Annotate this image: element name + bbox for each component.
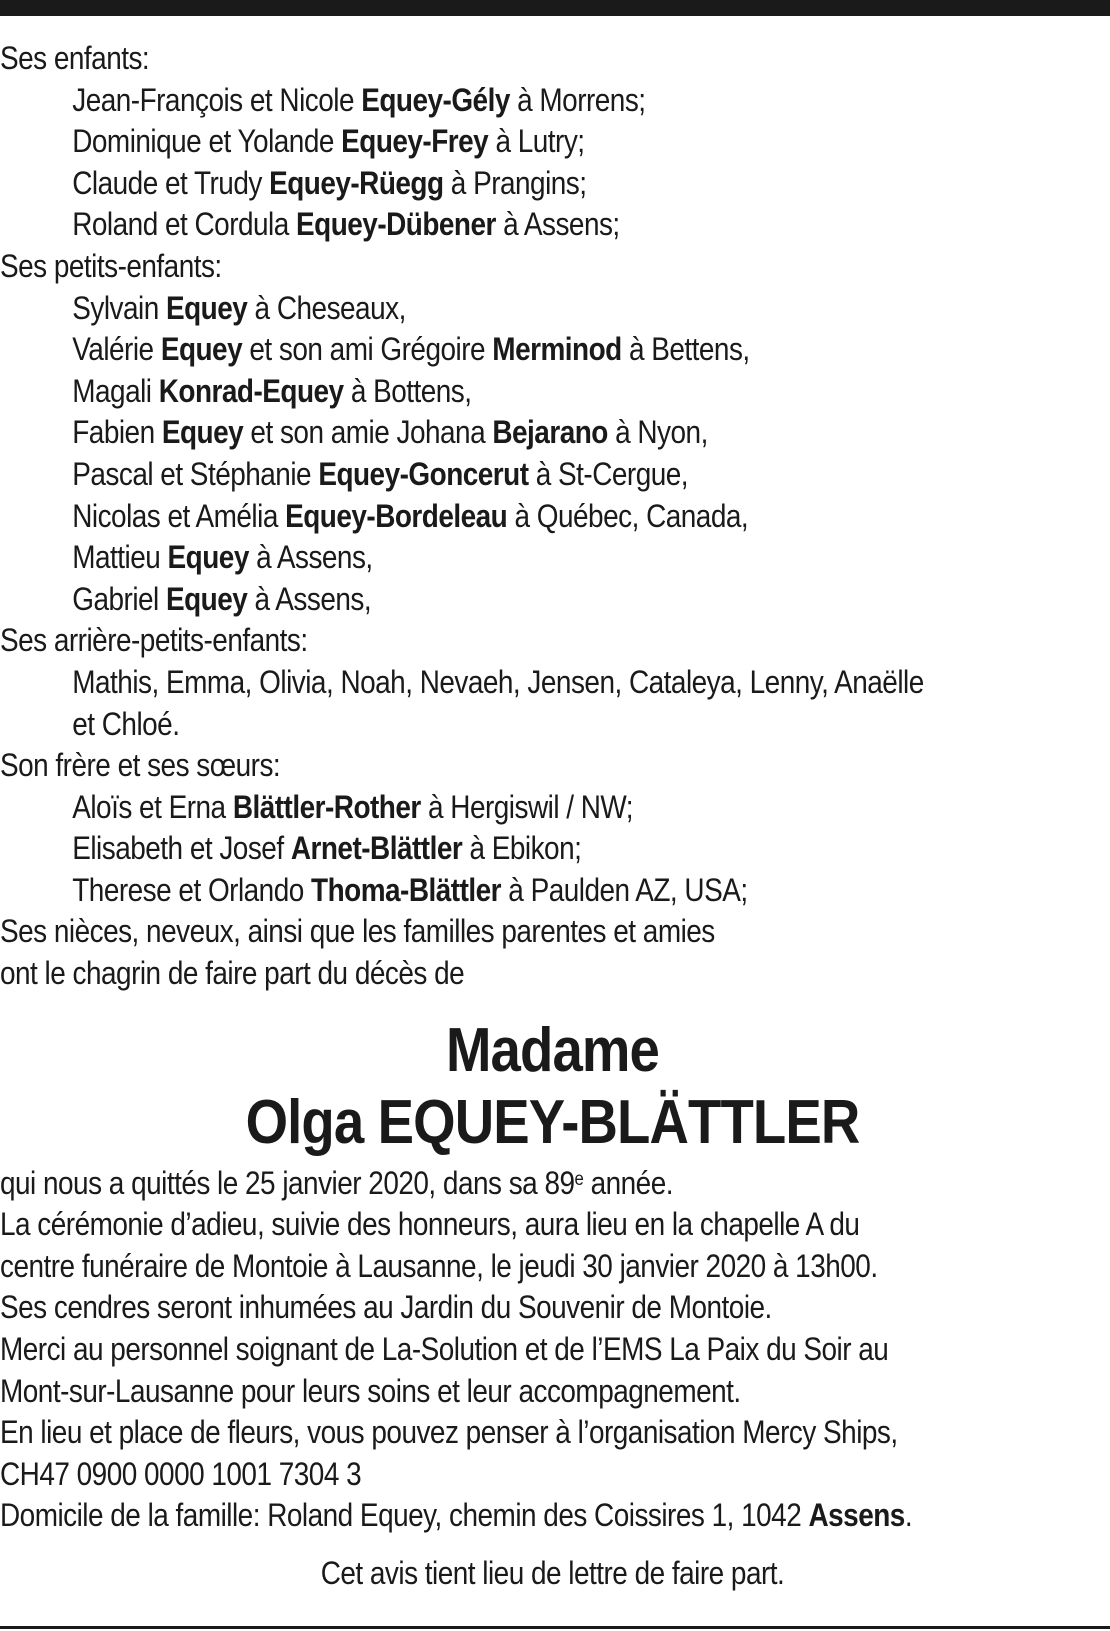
obituary-notice xyxy=(0,38,1105,1595)
child-line: Roland et Cordula Equey-Dübener à Assens; xyxy=(72,206,620,243)
grandchild-line: Mattieu Equey à Assens, xyxy=(72,539,373,576)
heading-great-grandchildren: Ses arrière-petits-enfants: xyxy=(0,622,308,659)
grandchild-line: Valérie Equey et son ami Grégoire Merminod à Bettens, xyxy=(72,331,750,368)
deceased-name: Olga EQUEY-BLÄTTLER xyxy=(245,1087,860,1157)
sibling-line: Elisabeth et Josef Arnet-Blättler à Ebikon; xyxy=(72,830,582,867)
bottom-rule xyxy=(0,1626,1110,1629)
heading-grandchildren: Ses petits-enfants: xyxy=(0,247,222,284)
top-rule xyxy=(0,0,1110,16)
child-line: Claude et Trudy Equey-Rüegg à Prangins; xyxy=(72,164,587,201)
grandchild-line: Fabien Equey et son amie Johana Bejarano à Nyon, xyxy=(72,414,708,451)
sibling-line: Therese et Orlando Thoma-Blättler à Paulden AZ, USA; xyxy=(72,871,748,908)
closing-line: Cet avis tient lieu de lettre de faire part. xyxy=(320,1555,785,1591)
grandchild-line: Magali Konrad-Equey à Bottens, xyxy=(72,372,472,409)
sibling-line: Aloïs et Erna Blättler-Rother à Hergiswil / NW; xyxy=(72,788,634,825)
grandchild-line: Nicolas et Amélia Equey-Bordeleau à Québec, Canada, xyxy=(72,497,749,534)
child-line: Dominique et Yolande Equey-Frey à Lutry; xyxy=(72,123,585,160)
iban-line: CH47 0900 0000 1001 7304 3 xyxy=(0,1455,362,1492)
great-grandchildren-line: Mathis, Emma, Olivia, Noah, Nevaeh, Jensen, Cataleya, Lenny, Anaëlle xyxy=(72,663,924,700)
thanks-line: Merci au personnel soignant de La-Solution et de l’EMS La Paix du Soir au xyxy=(0,1331,889,1368)
grandchild-line: Gabriel Equey à Assens, xyxy=(72,580,372,617)
great-grandchildren-line: et Chloé. xyxy=(72,705,180,742)
grandchild-line: Sylvain Equey à Cheseaux, xyxy=(72,289,406,326)
thanks-line: Mont-sur-Lausanne pour leurs soins et leur accompagnement. xyxy=(0,1372,741,1409)
ceremony-line: La cérémonie d’adieu, suivie des honneurs, aura lieu en la chapelle A du xyxy=(0,1206,860,1243)
child-line: Jean-François et Nicole Equey-Gély à Morrens; xyxy=(72,81,646,118)
heading-children: Ses enfants: xyxy=(0,40,150,76)
ceremony-line: centre funéraire de Montoie à Lausanne, le jeudi 30 janvier 2020 à 13h00. xyxy=(0,1247,878,1284)
grandchild-line: Pascal et Stéphanie Equey-Goncerut à St-Cergue, xyxy=(72,455,689,492)
family-address-line: Domicile de la famille: Roland Equey, chemin des Coissires 1, 1042 Assens. xyxy=(0,1497,913,1534)
ashes-line: Ses cendres seront inhumées au Jardin du Souvenir de Montoie. xyxy=(0,1289,772,1326)
announcement-line: ont le chagrin de faire part du décès de xyxy=(0,955,465,992)
death-date-line: qui nous a quittés le 25 janvier 2020, dans sa 89e année. xyxy=(0,1164,673,1201)
deceased-name-block xyxy=(0,1015,1105,1159)
donation-line: En lieu et place de fleurs, vous pouvez penser à l’organisation Mercy Ships, xyxy=(0,1414,898,1451)
heading-siblings: Son frère et ses sœurs: xyxy=(0,747,281,784)
extended-family-line: Ses nièces, neveux, ainsi que les familles parentes et amies xyxy=(0,913,715,950)
deceased-title: Madame xyxy=(445,1015,660,1085)
